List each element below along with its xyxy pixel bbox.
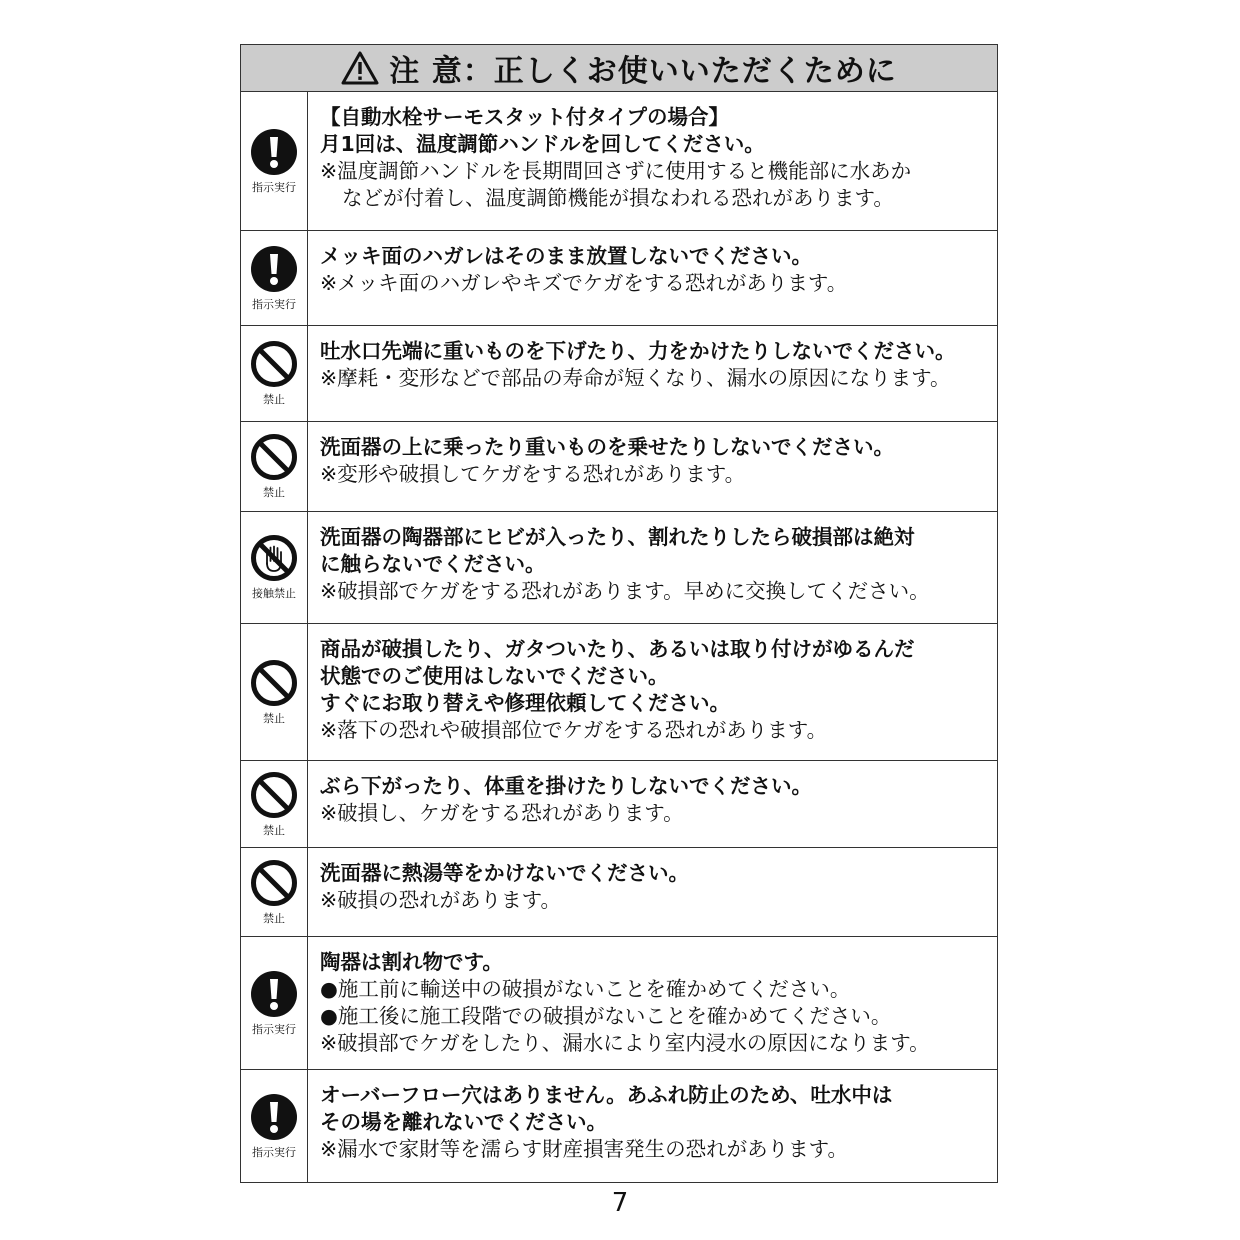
prohibited-icon <box>250 659 298 707</box>
instruction-text: 洗面器の陶器部にヒビが入ったり、割れたりしたら破損部は絶対 <box>320 525 915 549</box>
caution-row <box>241 92 997 230</box>
note-text: ※摩耗・変形などで部品の寿命が短くなり、漏水の原因になります。 <box>320 366 951 390</box>
mandatory-action-icon <box>250 970 298 1018</box>
instruction-text: 状態でのご使用はしないでください。 <box>320 664 669 688</box>
note-text: ※変形や破損してケガをする恐れがあります。 <box>320 462 746 486</box>
note-text: ※破損の恐れがあります。 <box>320 888 562 912</box>
row-text-cell <box>308 512 997 623</box>
no-touch-icon <box>250 534 298 582</box>
caution-table <box>240 44 998 1183</box>
row-text-cell <box>308 761 997 847</box>
instruction-text: 吐水口先端に重いものを下げたり、力をかけたりしないでください。 <box>320 339 956 363</box>
instruction-text: ぶら下がったり、体重を掛けたりしないでください。 <box>320 774 812 798</box>
caution-row <box>241 760 997 847</box>
row-text-cell <box>308 624 997 760</box>
instruction-text: 商品が破損したり、ガタついたり、あるいは取り付けがゆるんだ <box>320 637 915 661</box>
prohibited-icon <box>250 340 298 388</box>
instruction-text: 洗面器に熱湯等をかけないでください。 <box>320 861 689 885</box>
note-text: ※漏水で家財等を濡らす財産損害発生の恐れがあります。 <box>320 1137 849 1161</box>
instruction-text: メッキ面のハガレはそのまま放置しないでください。 <box>320 244 812 268</box>
instruction-text: その場を離れないでください。 <box>320 1110 607 1134</box>
caution-row <box>241 936 997 1069</box>
row-text-cell <box>308 326 997 421</box>
icon-label: 禁止 <box>263 393 285 406</box>
page-number: 7 <box>611 1188 629 1218</box>
row-icon-cell <box>241 937 308 1069</box>
caution-row <box>241 325 997 421</box>
note-text: ※破損部でケガをする恐れがあります。早めに交換してください。 <box>320 579 930 603</box>
row-icon-cell <box>241 848 308 936</box>
note-text: ※メッキ面のハガレやキズでケガをする恐れがあります。 <box>320 271 848 295</box>
caution-row <box>241 847 997 936</box>
note-text: ※温度調節ハンドルを長期間回さずに使用すると機能部に水あか <box>320 159 912 183</box>
icon-label: 接触禁止 <box>252 587 296 600</box>
caution-title: 注 意：正しくお使いいただくために <box>389 54 897 89</box>
caution-header <box>241 45 997 92</box>
caution-row <box>241 421 997 511</box>
prohibited-icon <box>250 433 298 481</box>
note-text: ※落下の恐れや破損部位でケガをする恐れがあります。 <box>320 718 828 742</box>
instruction-text: 【自動水栓サーモスタット付タイプの場合】 <box>320 105 729 129</box>
icon-label: 禁止 <box>263 911 285 925</box>
row-icon-cell <box>241 92 308 230</box>
mandatory-action-icon <box>250 245 298 293</box>
row-text-cell <box>308 848 997 936</box>
row-icon-cell <box>241 624 308 760</box>
icon-label: 禁止 <box>263 711 285 725</box>
row-text-cell <box>308 92 997 230</box>
mandatory-action-icon <box>250 128 298 176</box>
icon-label: 指示実行 <box>252 297 296 311</box>
caution-row <box>241 623 997 760</box>
note-text: ●施工後に施工段階での破損がないことを確かめてください。 <box>320 1004 892 1028</box>
caution-rows <box>241 92 997 1182</box>
caution-row <box>241 230 997 325</box>
prohibited-icon <box>250 771 298 819</box>
row-text-cell <box>308 231 997 325</box>
instruction-text: 洗面器の上に乗ったり重いものを乗せたりしないでください。 <box>320 435 894 459</box>
icon-label: 指示実行 <box>252 1145 296 1159</box>
icon-label: 禁止 <box>263 486 285 499</box>
icon-label: 禁止 <box>263 823 285 837</box>
caution-row <box>241 1069 997 1182</box>
instruction-text: すぐにお取り替えや修理依頼してください。 <box>320 691 730 715</box>
instruction-text: 陶器は割れ物です。 <box>320 950 503 974</box>
icon-label: 指示実行 <box>252 1022 296 1036</box>
mandatory-action-icon <box>250 1093 298 1141</box>
row-icon-cell <box>241 761 308 847</box>
prohibited-icon <box>250 859 298 907</box>
row-icon-cell <box>241 231 308 325</box>
row-icon-cell <box>241 422 308 511</box>
note-text: ●施工前に輸送中の破損がないことを確かめてください。 <box>320 977 851 1001</box>
note-text: ※破損し、ケガをする恐れがあります。 <box>320 801 684 825</box>
row-text-cell <box>308 1070 997 1182</box>
note-text: ※破損部でケガをしたり、漏水により室内浸水の原因になります。 <box>320 1031 930 1055</box>
row-text-cell <box>308 422 997 511</box>
instruction-text: オーバーフロー穴はありません。あふれ防止のため、吐水中は <box>320 1083 893 1107</box>
row-icon-cell <box>241 512 308 623</box>
icon-label: 指示実行 <box>252 180 296 194</box>
caution-row <box>241 511 997 623</box>
row-icon-cell <box>241 326 308 421</box>
row-text-cell <box>308 937 997 1069</box>
instruction-text: に触らないでください。 <box>320 552 546 576</box>
warning-triangle-icon <box>341 51 379 85</box>
row-icon-cell <box>241 1070 308 1182</box>
note-text: などが付着し、温度調節機能が損なわれる恐れがあります。 <box>342 186 894 210</box>
instruction-text: 月1回は、温度調節ハンドルを回してください。 <box>320 132 765 156</box>
